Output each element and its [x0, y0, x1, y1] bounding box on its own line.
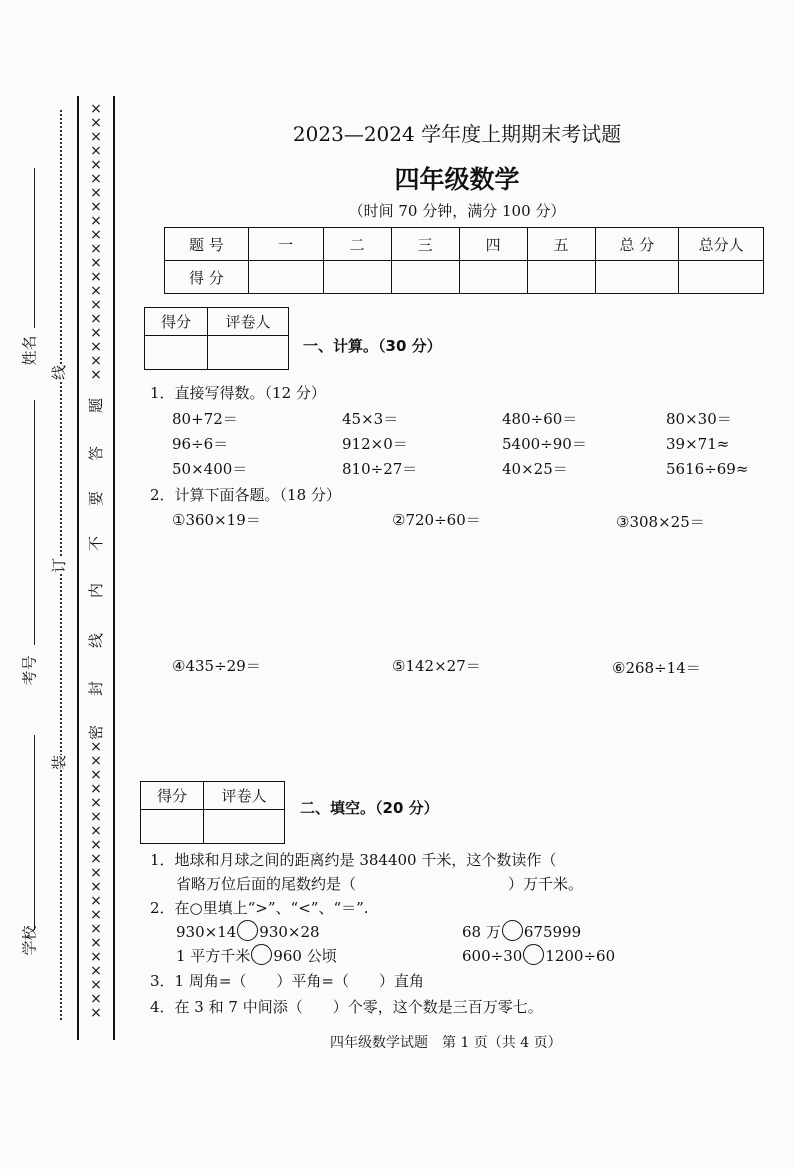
score-cell[interactable] [527, 261, 595, 294]
cross-mark: × [90, 283, 102, 299]
compare-left: 930×14 [176, 923, 237, 941]
cross-mark: × [90, 339, 102, 355]
cross-mark: × [90, 367, 102, 383]
cross-mark: × [90, 949, 102, 965]
written-calc-item: ④435÷29＝ [172, 657, 261, 675]
cross-mark: × [90, 767, 102, 783]
score-table-header-1: 一 [248, 228, 323, 261]
grader-box-section1 [144, 307, 289, 370]
grader-name-cell[interactable] [208, 336, 289, 370]
cross-column-bottom [86, 740, 106, 1020]
oral-calc-item: 810÷27＝ [342, 460, 418, 478]
cross-mark: × [90, 977, 102, 993]
score-table-header-total: 总 分 [595, 228, 679, 261]
compare-right: 960 公顷 [273, 947, 337, 965]
cross-mark: × [90, 963, 102, 979]
warning-yao: 要 [87, 490, 106, 507]
written-calc-item: ⑥268÷14＝ [612, 659, 701, 677]
grader-name-label: 评卷人 [204, 782, 285, 810]
compare-circle-blank[interactable] [502, 920, 523, 941]
section1-q1-title: 1．直接写得数。（12 分） [150, 384, 326, 402]
compare-left: 68 万 [462, 923, 501, 941]
oral-calc-item: 80+72＝ [172, 410, 238, 428]
cross-mark: × [90, 1005, 102, 1021]
margin-border-left [77, 96, 79, 1040]
compare-item-d [462, 944, 615, 965]
score-table-header-4: 四 [459, 228, 527, 261]
score-table-row-label: 得 分 [165, 261, 249, 294]
binding-mark-xian: 线 [50, 364, 69, 381]
score-cell[interactable] [595, 261, 679, 294]
warning-xian: 线 [87, 632, 106, 649]
compare-item-a [176, 920, 320, 941]
score-table [164, 227, 764, 294]
fill-q1-line2-start: 省略万位后面的尾数约是（ [176, 875, 357, 893]
warning-feng: 封 [87, 680, 106, 697]
oral-calc-item: 40×25＝ [502, 460, 568, 478]
cross-mark: × [90, 297, 102, 313]
grader-name-label: 评卷人 [208, 308, 289, 336]
compare-right: 930×28 [259, 923, 320, 941]
compare-item-c [176, 944, 337, 966]
cross-mark: × [90, 185, 102, 201]
fill-q3: 3．1 周角=（ ）平角=（ ）直角 [150, 972, 424, 990]
section1-q2-title: 2．计算下面各题。（18 分） [150, 486, 341, 504]
cross-mark: × [90, 851, 102, 867]
warning-ti: 题 [87, 397, 106, 414]
fill-q1-line2-end: ）万千米。 [508, 875, 584, 893]
written-calc-item: ①360×19＝ [172, 511, 261, 529]
cross-mark: × [90, 129, 102, 145]
cross-mark: × [90, 101, 102, 117]
cross-mark: × [90, 171, 102, 187]
score-cell[interactable] [391, 261, 459, 294]
cross-mark: × [90, 865, 102, 881]
cross-mark: × [90, 893, 102, 909]
grader-box-section2 [140, 781, 285, 844]
compare-left: 1 平方千米 [176, 947, 251, 965]
written-calc-item: ⑤142×27＝ [392, 657, 481, 675]
exam-number-field-label: 考号 [20, 655, 39, 686]
section2-heading: 二、填空。（20 分） [300, 799, 439, 817]
compare-left: 600÷30 [462, 947, 523, 965]
binding-mark-zhuang: 装 [50, 754, 69, 771]
cross-mark: × [90, 115, 102, 131]
compare-right: 675999 [523, 923, 582, 941]
cross-mark: × [90, 227, 102, 243]
oral-calc-item: 480÷60＝ [502, 410, 578, 428]
cross-mark: × [90, 837, 102, 853]
oral-calc-item: 50×400＝ [172, 460, 248, 478]
exam-info: （时间 70 分钟，满分 100 分） [348, 202, 566, 220]
oral-calc-item: 39×71≈ [666, 435, 730, 453]
score-table-header-scorer: 总分人 [679, 228, 764, 261]
school-field-label: 学校 [20, 925, 39, 956]
cross-mark: × [90, 213, 102, 229]
cross-mark: × [90, 199, 102, 215]
name-field-label: 姓名 [20, 335, 39, 366]
cross-mark: × [90, 255, 102, 271]
cross-mark: × [90, 921, 102, 937]
grader-name-cell[interactable] [204, 810, 285, 844]
binding-mark-ding: 订 [50, 557, 69, 574]
fill-q1-line1: 1．地球和月球之间的距离约是 384400 千米，这个数读作（ [150, 851, 557, 869]
exam-number-field-line [34, 400, 35, 645]
cross-mark: × [90, 311, 102, 327]
cross-mark: × [90, 269, 102, 285]
compare-circle-blank[interactable] [237, 920, 258, 941]
cross-mark: × [90, 907, 102, 923]
oral-calc-item: 45×3＝ [342, 410, 399, 428]
score-cell[interactable] [248, 261, 323, 294]
cross-mark: × [90, 823, 102, 839]
score-cell[interactable] [323, 261, 391, 294]
margin-border-right [113, 96, 115, 1040]
compare-circle-blank[interactable] [523, 944, 544, 965]
school-field-line [34, 735, 35, 930]
section1-heading: 一、计算。（30 分） [303, 337, 442, 355]
written-calc-item: ③308×25＝ [616, 513, 705, 531]
score-table-header-5: 五 [527, 228, 595, 261]
cross-mark: × [90, 241, 102, 257]
oral-calc-item: 5616÷69≈ [666, 460, 749, 478]
grader-score-label: 得分 [145, 308, 208, 336]
compare-right: 1200÷60 [545, 947, 616, 965]
score-table-header-tihao: 题 号 [165, 228, 249, 261]
cross-mark: × [90, 991, 102, 1007]
written-calc-item: ②720÷60＝ [392, 511, 481, 529]
name-field-line [34, 168, 35, 328]
fill-q2-title: 2．在○里填上“>”、“<”、“＝”. [150, 899, 369, 917]
grader-score-cell[interactable] [145, 336, 208, 370]
score-table-header-2: 二 [323, 228, 391, 261]
cross-mark: × [90, 809, 102, 825]
compare-circle-blank[interactable] [251, 944, 272, 965]
grader-score-cell[interactable] [141, 810, 204, 844]
cross-mark: × [90, 143, 102, 159]
cross-mark: × [90, 157, 102, 173]
oral-calc-item: 96÷6＝ [172, 435, 229, 453]
cross-mark: × [90, 795, 102, 811]
oral-calc-item: 80×30＝ [666, 410, 732, 428]
cross-mark: × [90, 935, 102, 951]
cross-mark: × [90, 781, 102, 797]
score-table-header-3: 三 [391, 228, 459, 261]
page-footer: 四年级数学试题 第 1 页（共 4 页） [330, 1035, 562, 1051]
cross-mark: × [90, 353, 102, 369]
oral-calc-item: 5400÷90＝ [502, 435, 587, 453]
score-cell[interactable] [679, 261, 764, 294]
exam-title: 2023—2024 学年度上期期末考试题 [292, 122, 622, 146]
cross-mark: × [90, 325, 102, 341]
cross-mark: × [90, 739, 102, 755]
warning-bu: 不 [87, 535, 106, 552]
grader-score-label: 得分 [141, 782, 204, 810]
cross-mark: × [90, 753, 102, 769]
warning-da: 答 [87, 445, 106, 462]
subject-title: 四年级数学 [394, 165, 520, 194]
cross-mark: × [90, 879, 102, 895]
fill-q4: 4．在 3 和 7 中间添（ ）个零，这个数是三百万零七。 [150, 998, 543, 1016]
warning-mi: 密 [87, 724, 106, 741]
oral-calc-item: 912×0＝ [342, 435, 408, 453]
warning-nei: 内 [87, 582, 106, 599]
compare-item-b [462, 920, 581, 942]
score-cell[interactable] [459, 261, 527, 294]
